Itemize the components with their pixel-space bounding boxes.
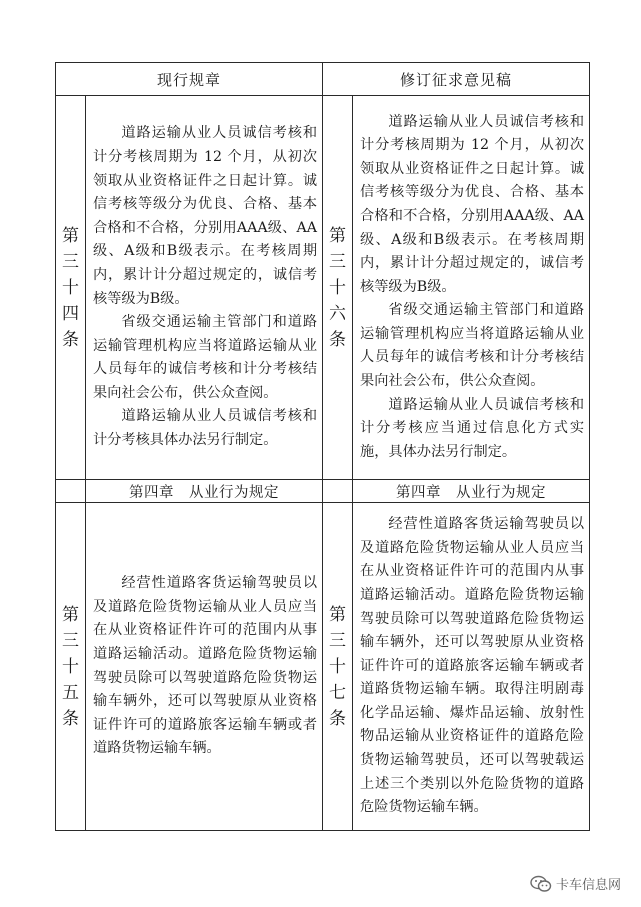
article-char: 三	[62, 630, 79, 651]
article-char: 十	[329, 656, 347, 677]
article-char: 第	[62, 225, 79, 246]
wechat-icon	[530, 875, 552, 893]
chapter-title-right: 第四章 从业行为规定	[353, 480, 590, 503]
article-char: 条	[329, 708, 347, 729]
article-char: 第	[329, 225, 347, 246]
article-text-right-36	[353, 96, 590, 480]
article-char: 十	[329, 277, 347, 298]
watermark	[530, 874, 621, 893]
header-revised-draft: 修订征求意见稿	[323, 63, 590, 96]
paragraph: 道路运输从业人员诚信考核和计分考核周期为 12 个月，从初次领取从业资格证件之日起计算。诚信考核等级分为优良、合格、基本合格和不合格，分别用AAA级、AA级、A级和B级表示。在考核周期内，累计计分超过规定的，诚信考核等级为B级。	[93, 125, 318, 307]
article-char: 七	[329, 682, 347, 703]
header-current-rules: 现行规章	[56, 63, 323, 96]
article-text-left-34	[86, 96, 323, 480]
article-char: 四	[62, 303, 79, 324]
chapter-row	[56, 480, 590, 503]
article-number-right-37	[323, 503, 353, 831]
article-char: 第	[329, 604, 347, 625]
article-char: 三	[62, 251, 79, 272]
article-char: 第	[62, 604, 79, 625]
paragraph: 省级交通运输主管部门和道路运输管理机构应当将道路运输从业人员每年的诚信考核和计分考核结果向社会公布，供公众查阅。	[360, 302, 585, 390]
article-char: 三	[329, 630, 347, 651]
article-char: 三	[329, 251, 347, 272]
paragraph: 省级交通运输主管部门和道路运输管理机构应当将道路运输从业人员每年的诚信考核和计分考核结果向社会公布，供公众查阅。	[93, 314, 318, 401]
article-text-right-37	[353, 503, 590, 831]
article-char: 十	[62, 656, 79, 677]
article-number-left-34	[56, 96, 86, 480]
article-char: 条	[329, 329, 347, 350]
chapter-spacer-left	[56, 480, 86, 503]
paragraph: 经营性道路客货运输驾驶员以及道路危险货物运输从业人员应当在从业资格证件许可的范围内从事道路运输活动。道路危险货物运输驾驶员除可以驾驶道路危险货物运输车辆外，还可以驾驶原从业资格证件许可的道路旅客运输车辆或者道路货物运输车辆。取得注明剧毒化学品运输、爆炸品运输、放射性物品运输从业资格证件的道路危险货物运输驾驶员，还可以驾驶载运上述三个类别以外危险货物的道路危险货物运输车辆。	[360, 516, 585, 816]
header-row	[56, 63, 590, 96]
paragraph: 道路运输从业人员诚信考核和计分考核具体办法另行制定。	[93, 408, 318, 449]
article-text-left-35	[86, 503, 323, 831]
watermark-text: 卡车信息网	[555, 878, 621, 893]
chapter-spacer-right	[323, 480, 353, 503]
chapter-title-left: 第四章 从业行为规定	[86, 480, 323, 503]
paragraph: 经营性道路客货运输驾驶员以及道路危险货物运输从业人员应当在从业资格证件许可的范围内从事道路运输活动。道路危险货物运输驾驶员除可以驾驶道路危险货物运输车辆外，还可以驾驶原从业资格证件许可的道路旅客运输车辆或者道路货物运输车辆。	[93, 575, 318, 757]
article-number-right-36	[323, 96, 353, 480]
paragraph: 道路运输从业人员诚信考核和计分考核周期为 12 个月，从初次领取从业资格证件之日起计算。诚信考核等级分为优良、合格、基本合格和不合格，分别用AAA级、AA级、A级和B级表示。在考核周期内，累计计分超过规定的，诚信考核等级为B级。	[360, 113, 585, 295]
article-row-1	[56, 96, 590, 480]
comparison-table	[55, 62, 590, 831]
article-char: 条	[62, 329, 79, 350]
article-row-2	[56, 503, 590, 831]
article-number-left-35	[56, 503, 86, 831]
article-char: 条	[62, 708, 79, 729]
article-char: 六	[329, 303, 347, 324]
article-char: 五	[62, 682, 79, 703]
article-char: 十	[62, 277, 79, 298]
paragraph: 道路运输从业人员诚信考核和计分考核应当通过信息化方式实施，具体办法另行制定。	[360, 396, 585, 460]
